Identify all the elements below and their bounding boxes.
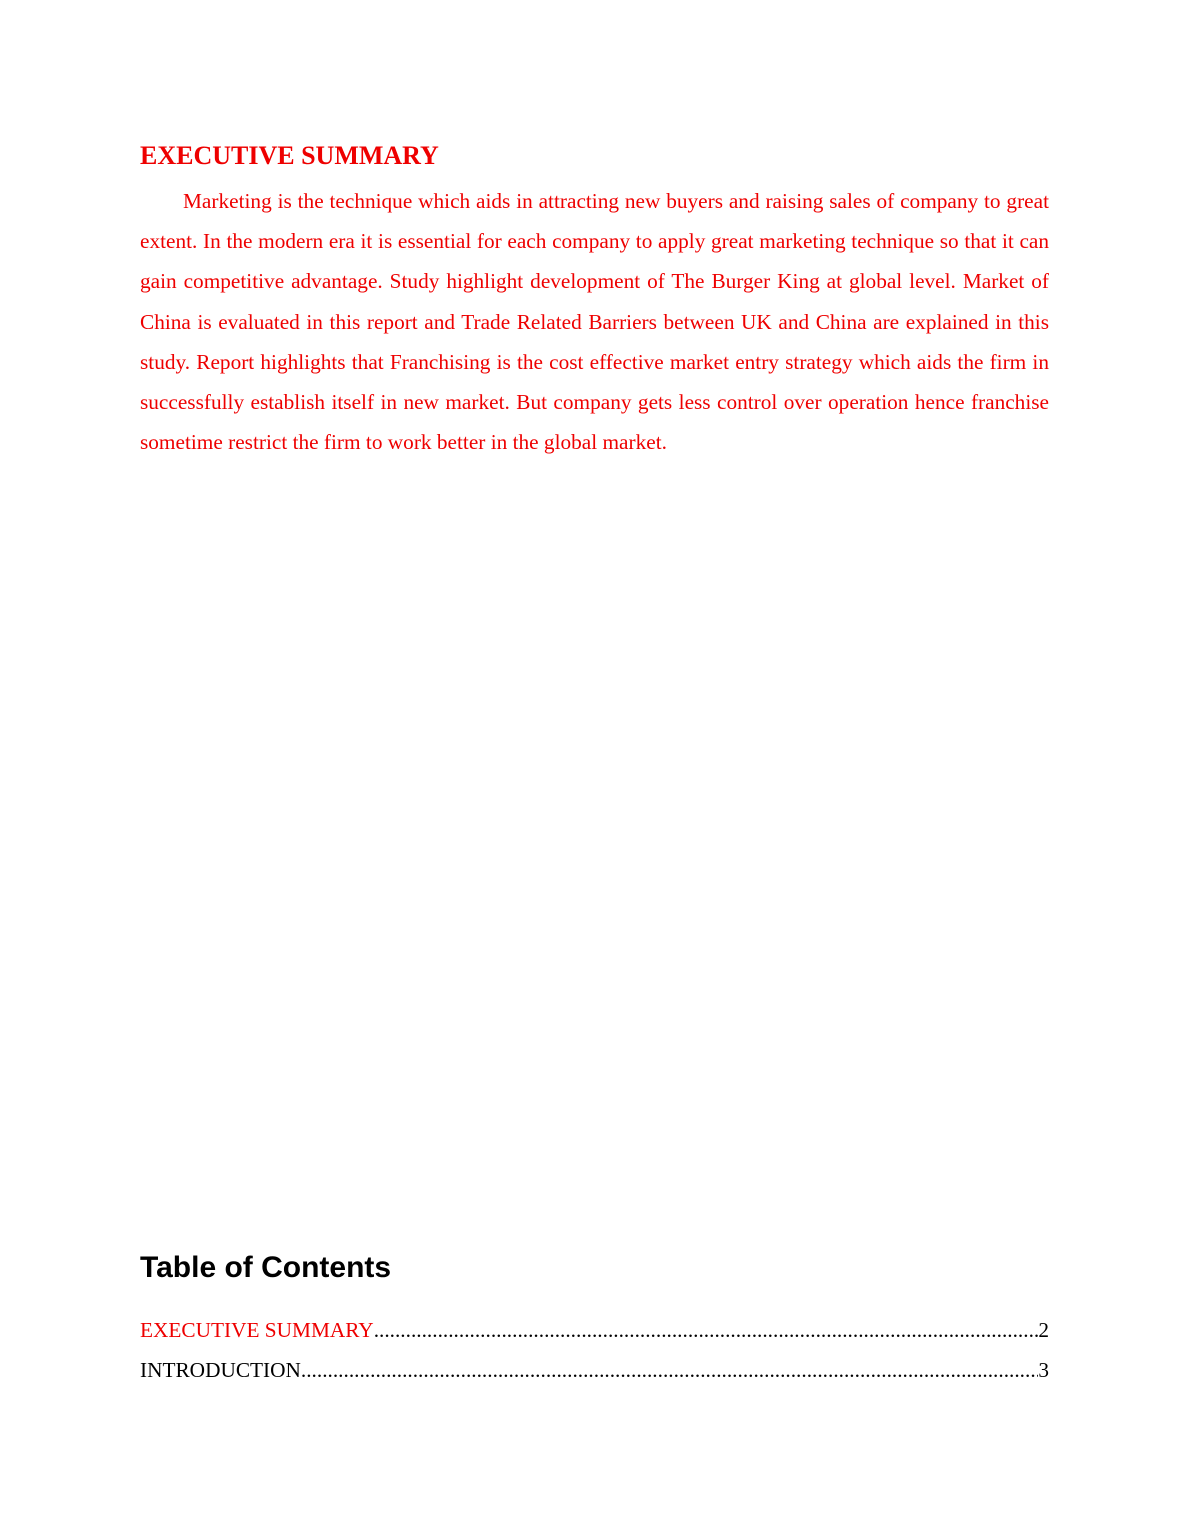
toc-entry-page-number: 3 xyxy=(1038,1358,1049,1382)
toc-entry-page-number: 2 xyxy=(1038,1318,1049,1342)
executive-summary-heading: EXECUTIVE SUMMARY xyxy=(140,141,439,170)
toc-dot-leader xyxy=(374,1315,1039,1345)
toc-entry-introduction[interactable] xyxy=(140,1355,1049,1385)
table-of-contents-heading: Table of Contents xyxy=(140,1251,392,1284)
toc-entry-label[interactable]: INTRODUCTION xyxy=(140,1358,301,1382)
toc-entry-executive-summary[interactable] xyxy=(140,1315,1049,1345)
executive-summary-paragraph: Marketing is the technique which aids in attracting new buyers and raising sales of company to great extent. In the modern era it is essential for each company to apply great marketing technique so that it can gain competitive advantage. Study highlight development of The Burger King at global level. Market of China is evaluated in this report and Trade Related Barriers between UK and China are explained in this study. Report highlights that Franchising is the cost effective market entry strategy which aids the firm in successfully establish itself in new market. But company gets less control over operation hence franchise sometime restrict the firm to work better in the global market. xyxy=(140,189,1049,455)
toc-dot-leader xyxy=(301,1355,1038,1385)
toc-entry-label[interactable]: EXECUTIVE SUMMARY xyxy=(140,1318,374,1342)
